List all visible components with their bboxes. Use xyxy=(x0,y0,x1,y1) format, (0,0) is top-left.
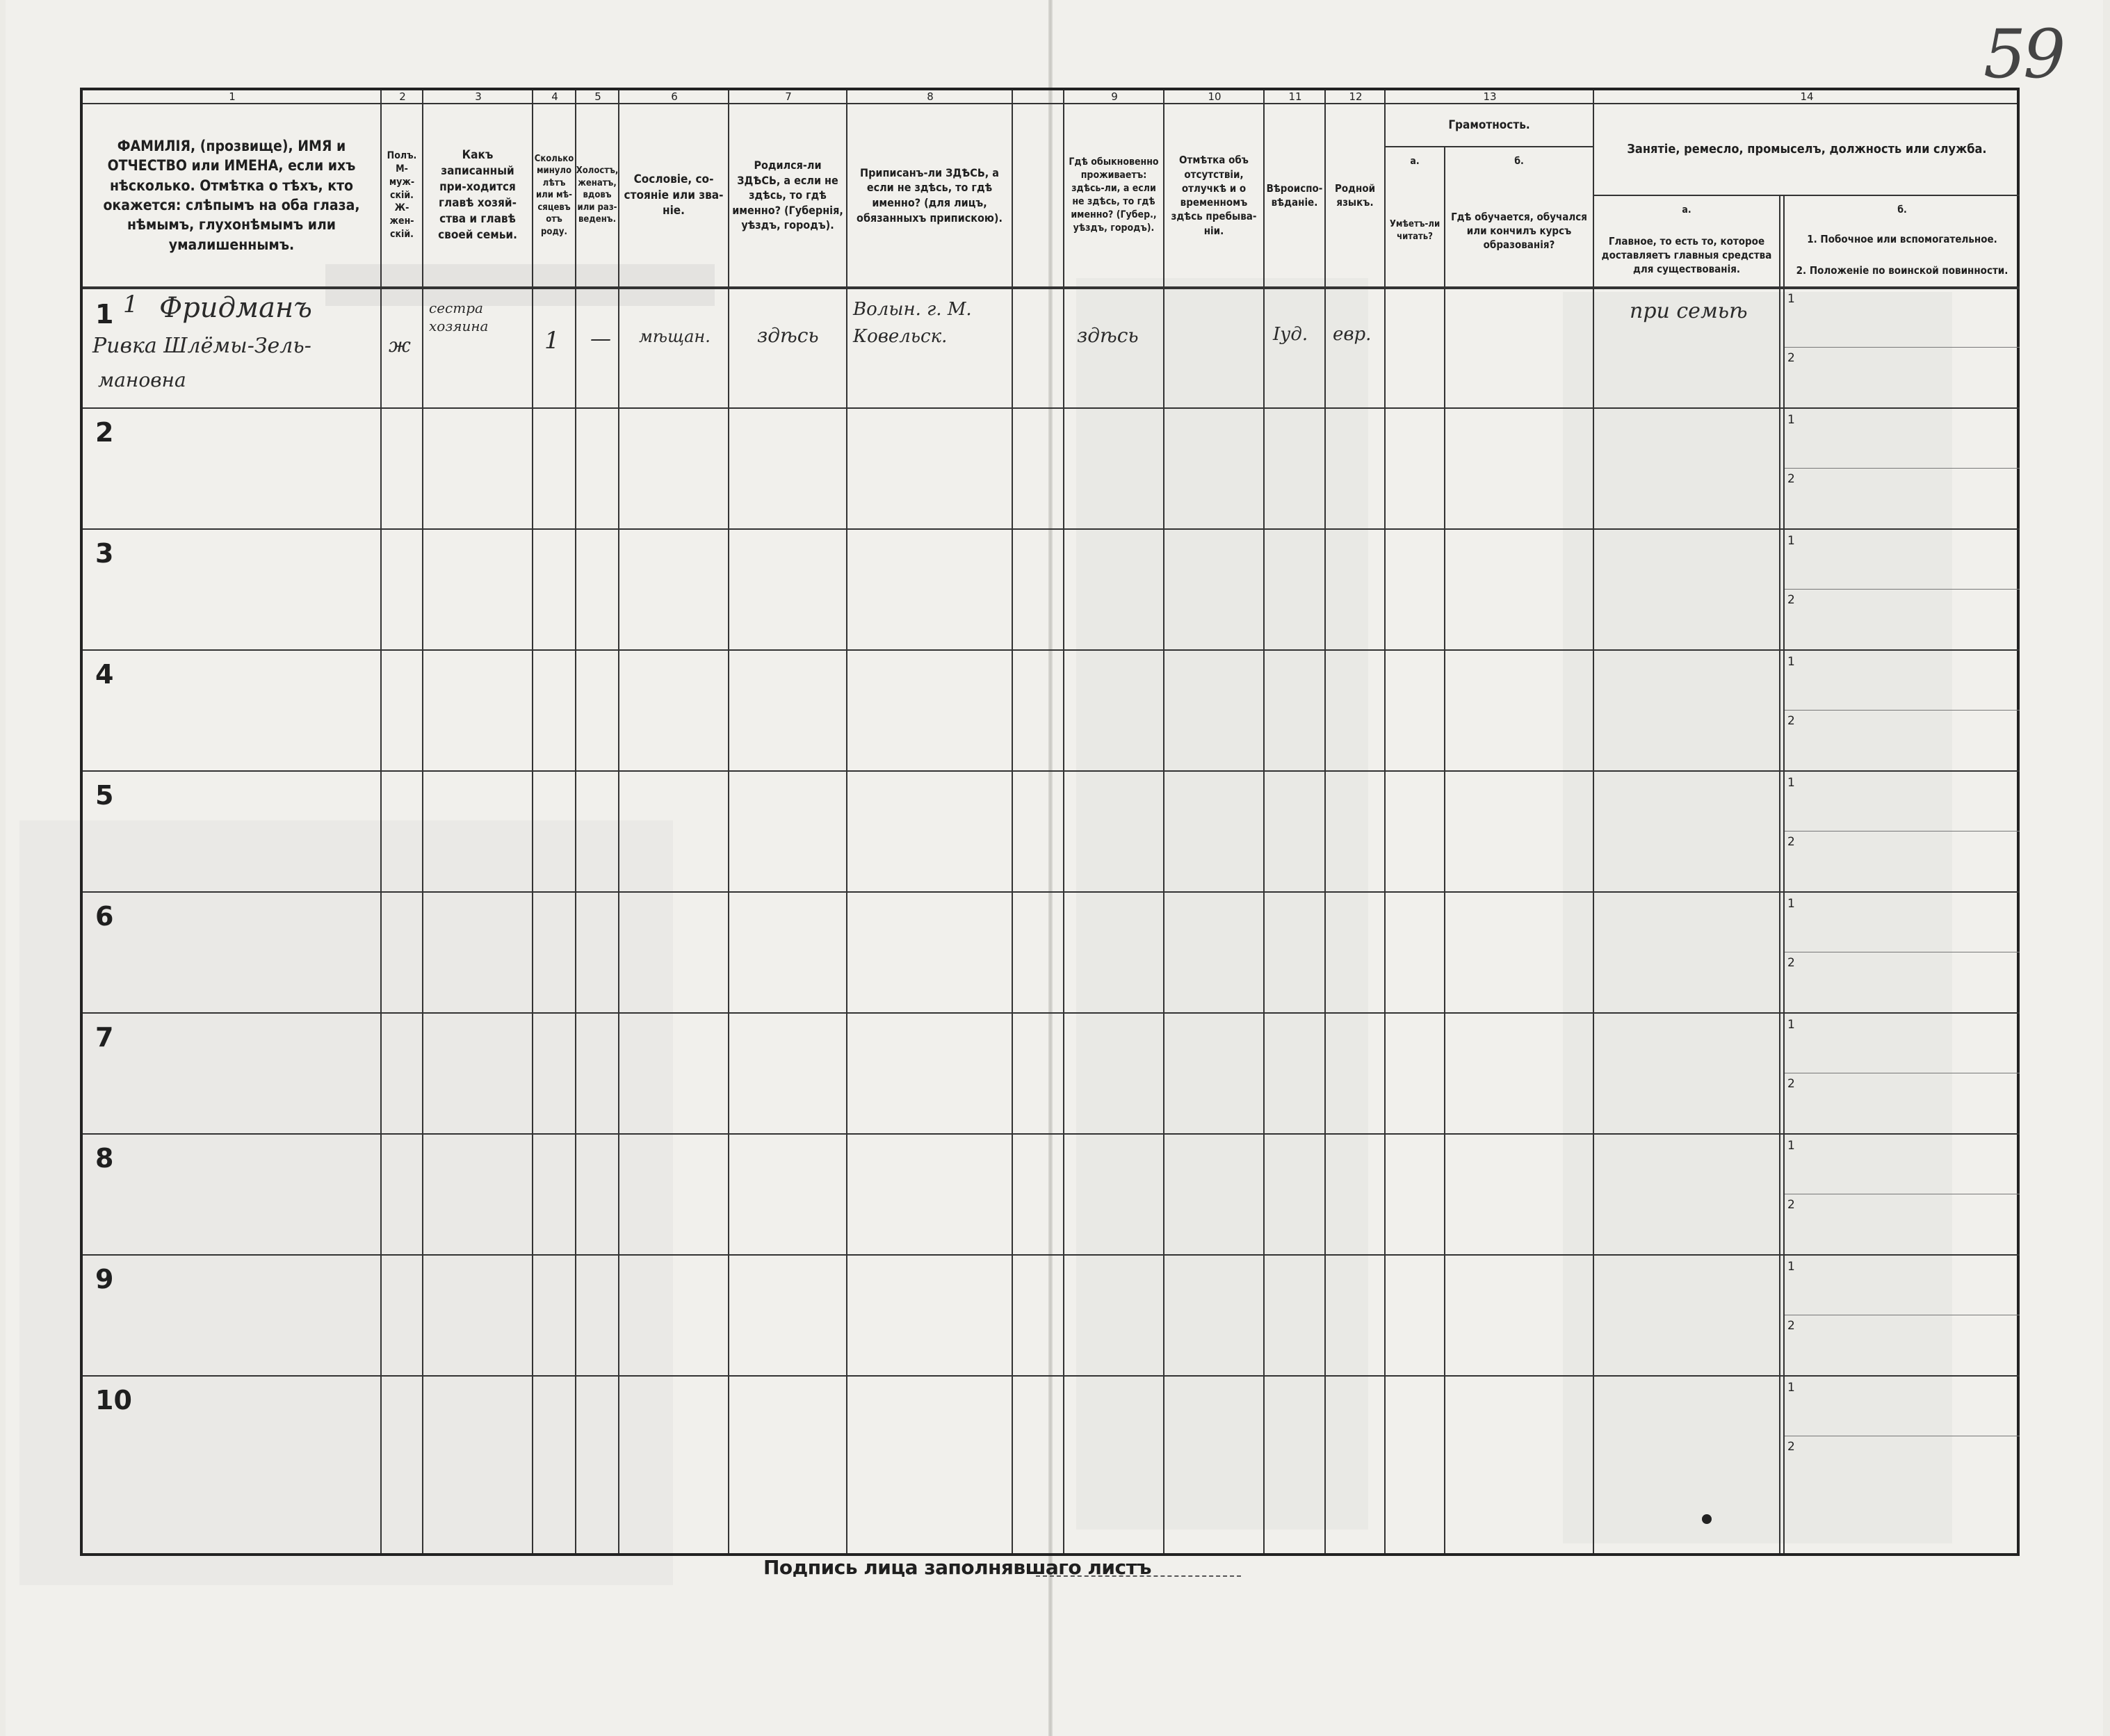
header-occupation-a-letter: а. xyxy=(1682,204,1691,216)
header-literacy: Грамотность. xyxy=(1448,117,1530,132)
sub-label: 2 xyxy=(1787,472,1795,486)
row-rule xyxy=(83,407,2020,409)
row-number: 6 xyxy=(95,901,114,932)
row-rule xyxy=(83,1133,2020,1135)
header-occupation-b-letter: б. xyxy=(1897,204,1907,216)
header-marital: Холостъ, женатъ, вдовъ или раз-веденъ. xyxy=(576,165,619,225)
column-divider xyxy=(422,90,423,1553)
sub-label: 2 xyxy=(1787,351,1795,365)
row-rule xyxy=(83,528,2020,530)
header-literacy-education: Гдѣ обучается, обучался или кончилъ курсъ образованія? xyxy=(1451,210,1587,252)
row-rule xyxy=(83,1375,2020,1377)
row-number: 9 xyxy=(95,1264,114,1295)
census-sheet xyxy=(6,0,2103,1736)
header-name: ФАМИЛІЯ, (прозвище), ИМЯ и ОТЧЕСТВО или ИМЕНА, если ихъ нѣсколько. Отмѣтка о тѣхъ, кто окажется: слѣпымъ на оба глаза, нѣмымъ, глухонѣмымъ или умалишеннымъ. xyxy=(103,137,360,253)
row-rule xyxy=(83,1254,2020,1256)
column-divider xyxy=(380,90,382,1553)
sub-row-rule xyxy=(1785,347,2020,348)
header-occupation-main: Главное, то есть то, которое доставляетъ главныя средства для существованія. xyxy=(1601,234,1772,276)
column-divider xyxy=(618,90,619,1553)
entry-religion: Іуд. xyxy=(1273,324,1308,345)
column-number: 10 xyxy=(1208,90,1222,103)
sub-label: 1 xyxy=(1787,776,1795,790)
sub-label: 2 xyxy=(1787,714,1795,728)
header-literacy-read: Умѣетъ-ли читать? xyxy=(1389,219,1441,242)
sub-label: 2 xyxy=(1787,956,1795,970)
header-occupation: Занятіе, ремесло, промыселъ, должность или служба. xyxy=(1627,141,1987,156)
column-number-strip xyxy=(83,90,2017,104)
header-military: 2. Положеніе по воинской повинности. xyxy=(1796,263,2008,277)
sub-label: 2 xyxy=(1787,1077,1795,1091)
entry-given-name-cont: мановна xyxy=(98,368,186,391)
row-rule xyxy=(83,891,2020,893)
row-number: 5 xyxy=(95,780,114,811)
column-number: 14 xyxy=(1800,90,1814,103)
ink-dot xyxy=(1702,1514,1712,1524)
header-sex: Полъ. М-муж-скій. Ж-жен-скій. xyxy=(387,149,417,241)
column-divider xyxy=(1324,90,1326,1553)
entry-occupation: при семьѣ xyxy=(1630,299,1748,323)
column-divider xyxy=(1783,195,1785,1553)
sub-label: 2 xyxy=(1787,835,1795,849)
sub-label: 2 xyxy=(1787,1198,1795,1212)
column-number: 6 xyxy=(671,90,678,103)
sub-label: 1 xyxy=(1787,292,1795,306)
entry-estate: мѣщан. xyxy=(639,327,711,346)
entry-row-mark: 1 xyxy=(123,291,138,318)
sub-label: 1 xyxy=(1787,413,1795,427)
signature-line[interactable] xyxy=(1036,1575,1241,1577)
entry-birthplace: здѣсь xyxy=(757,324,819,347)
column-divider xyxy=(1384,90,1386,1553)
entry-marital: — xyxy=(590,327,611,351)
column-number: 3 xyxy=(475,90,482,103)
row-number: 8 xyxy=(95,1143,114,1174)
header-religion: Вѣроиспо-вѣданіе. xyxy=(1266,181,1323,209)
row-number: 4 xyxy=(95,659,114,690)
column-number: 7 xyxy=(785,90,792,103)
header-relation: Какъ записанный при-ходится главѣ хозяй-ства и главѣ своей семьи. xyxy=(438,148,517,242)
sub-label: 1 xyxy=(1787,655,1795,669)
column-number: 12 xyxy=(1349,90,1363,103)
entry-given-name: Ривка Шлёмы-Зель- xyxy=(92,334,311,358)
entry-language: евр. xyxy=(1333,324,1372,345)
header-occupation-side: 1. Побочное или вспомогательное. xyxy=(1807,232,1997,245)
entry-relation: сестра хозяина xyxy=(429,300,489,334)
page-number: 59 xyxy=(1983,15,2063,93)
column-number: 4 xyxy=(551,90,558,103)
header-age: Сколько минуло лѣтъ или мѣ-сяцевъ отъ роду. xyxy=(534,153,574,237)
row-rule xyxy=(83,770,2020,772)
row-number: 3 xyxy=(95,538,114,569)
column-divider xyxy=(846,90,847,1553)
census-table xyxy=(80,88,2020,1556)
sub-label: 2 xyxy=(1787,1319,1795,1333)
sub-row-rule xyxy=(1785,831,2020,832)
header-literacy-b-letter: б. xyxy=(1514,155,1524,167)
entry-sex: ж xyxy=(389,334,411,357)
sub-label: 2 xyxy=(1787,1440,1795,1454)
sub-label: 1 xyxy=(1787,1139,1795,1153)
row-number: 7 xyxy=(95,1022,114,1053)
sub-label: 2 xyxy=(1787,593,1795,607)
column-divider xyxy=(1263,90,1265,1553)
sub-label: 1 xyxy=(1787,534,1795,548)
sub-row-rule xyxy=(1785,468,2020,469)
row-number: 2 xyxy=(95,417,114,448)
signature-label: Подпись лица заполнявшаго листъ xyxy=(763,1556,1151,1579)
column-number: 13 xyxy=(1483,90,1497,103)
column-divider xyxy=(728,90,729,1553)
column-divider xyxy=(1163,90,1164,1553)
sub-label: 1 xyxy=(1787,1381,1795,1395)
column-number: 8 xyxy=(927,90,934,103)
column-number: 1 xyxy=(229,90,236,103)
column-number: 2 xyxy=(399,90,406,103)
header-language: Родной языкъ. xyxy=(1334,181,1376,209)
row-number: 10 xyxy=(95,1385,132,1415)
entry-surname: Фридманъ xyxy=(159,292,312,324)
sub-label: 1 xyxy=(1787,1018,1795,1032)
sub-row-rule xyxy=(1785,589,2020,590)
column-number: 5 xyxy=(594,90,601,103)
column-divider xyxy=(1593,90,1594,1553)
column-divider xyxy=(1779,195,1780,1553)
sub-row-rule xyxy=(1785,710,2020,711)
row-rule xyxy=(83,649,2020,651)
row-rule xyxy=(83,1012,2020,1014)
column-number: 9 xyxy=(1111,90,1118,103)
column-divider xyxy=(575,90,576,1553)
row-number: 1 xyxy=(95,299,114,330)
header-registration: Приписанъ-ли ЗДѢСЬ, а если не здѣсь, то гдѣ именно? (для лицъ, обязанныхъ припискою). xyxy=(857,165,1003,225)
header-birthplace: Родился-ли ЗДѢСЬ, а если не здѣсь, то гдѣ именно? (Губернія, уѣздъ, городъ). xyxy=(732,159,843,232)
column-divider xyxy=(1063,90,1064,1553)
entry-registered: Волын. г. М. Ковельск. xyxy=(853,299,972,347)
column-divider xyxy=(532,90,533,1553)
header-residence: Гдѣ обыкновенно проживаетъ: здѣсь-ли, а если не здѣсь, то гдѣ именно? (Губер., уѣздъ, городъ). xyxy=(1069,156,1159,234)
header-bottom-rule xyxy=(83,286,2020,289)
sub-label: 1 xyxy=(1787,897,1795,911)
header-estate: Сословіе, со-стояніе или зва-ніе. xyxy=(624,172,724,218)
column-divider xyxy=(1444,146,1445,1553)
column-number: 11 xyxy=(1288,90,1302,103)
entry-residence: здѣсь xyxy=(1077,324,1139,347)
header-literacy-a-letter: а. xyxy=(1410,155,1420,167)
entry-age: 1 xyxy=(544,327,560,355)
sub-label: 1 xyxy=(1787,1260,1795,1274)
header-absence: Отмѣтка объ отсутствіи, отлучкѣ и о временномъ здѣсь пребыва-ніи. xyxy=(1171,154,1257,237)
